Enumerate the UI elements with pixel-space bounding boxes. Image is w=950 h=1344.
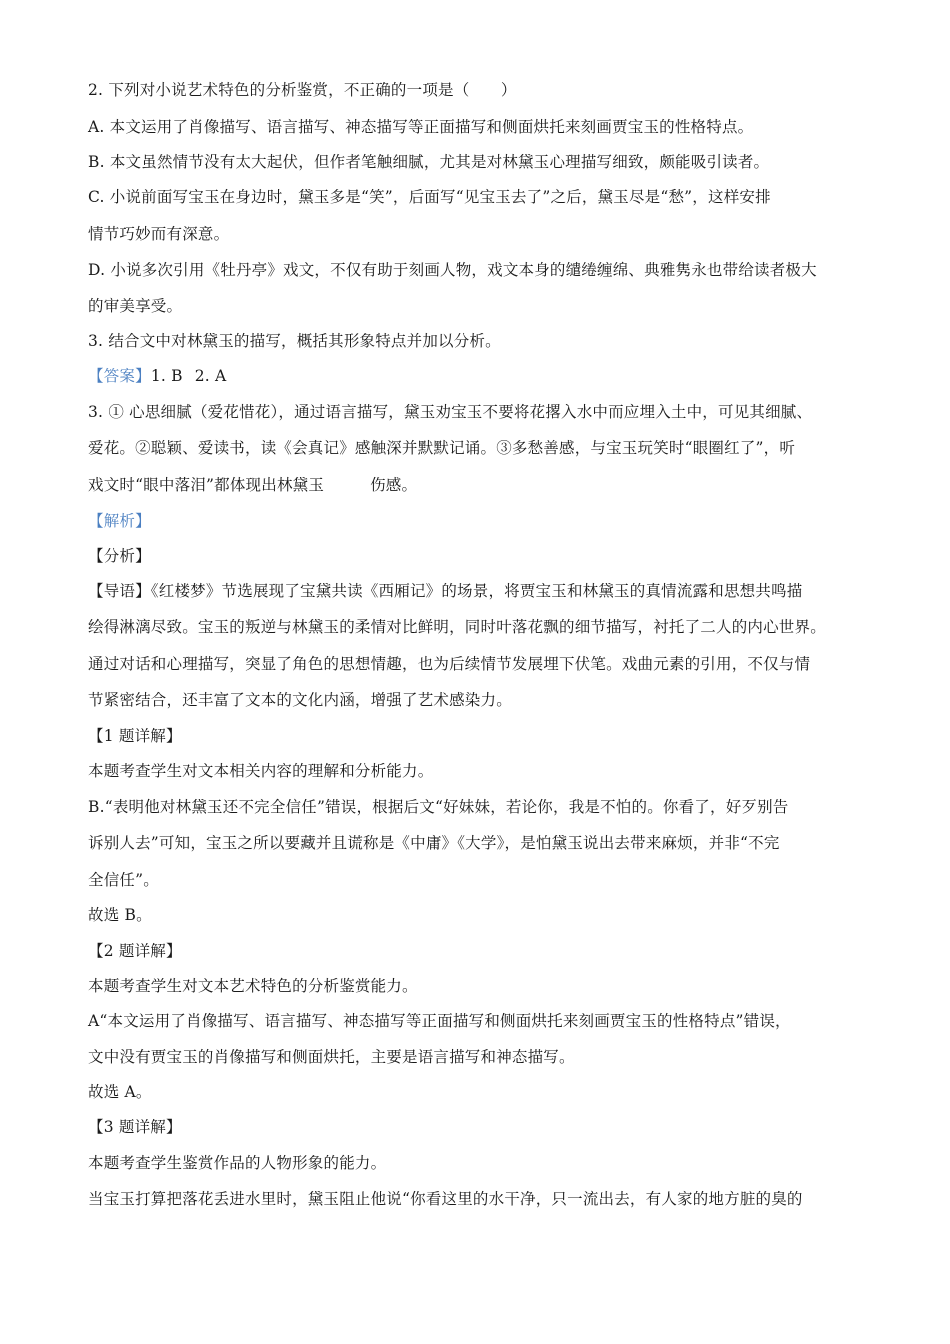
answer-2: 2. A bbox=[194, 367, 227, 385]
analysis-tag: 【解析】 bbox=[88, 512, 151, 530]
question-2-option-a: A. 本文运用了肖像描写、语言描写、神态描写等正面描写和侧面烘托来刻画贾宝玉的性格特点。 bbox=[88, 118, 754, 136]
answer-tag: 【答案】 bbox=[88, 367, 151, 385]
question-2-option-d-line-1: D. 小说多次引用《牡丹亭》戏文，不仅有助于刻画人物，戏文本身的缱绻缠绵、典雅隽永也带给读者极大 bbox=[88, 261, 817, 279]
answer-3-line-3 bbox=[88, 474, 417, 496]
question-2-option-d-line-2: 的审美享受。 bbox=[88, 297, 183, 315]
question-1-detail-line-2: B.“表明他对林黛玉还不完全信任”错误，根据后文“好妹妹，若论你，我是不怕的。你看了，好歹别告 bbox=[88, 798, 789, 816]
question-2-stem: 2. 下列对小说艺术特色的分析鉴赏，不正确的一项是（ ） bbox=[88, 81, 517, 99]
question-1-detail-line-4: 全信任”。 bbox=[88, 871, 159, 889]
question-3-detail-line-2: 当宝玉打算把落花丢进水里时，黛玉阻止他说“你看这里的水干净，只一流出去，有人家的地方脏的臭的 bbox=[88, 1190, 803, 1208]
intro-line-4: 节紧密结合，还丰富了文本的文化内涵，增强了艺术感染力。 bbox=[88, 691, 512, 709]
analysis-label: 【分析】 bbox=[88, 547, 151, 565]
intro-line-2: 绘得淋漓尽致。宝玉的叛逆与林黛玉的柔情对比鲜明，同时叶落花飘的细节描写，衬托了二人的内心世界。 bbox=[88, 618, 826, 636]
answer-line bbox=[88, 365, 226, 387]
question-3-detail-label: 【3 题详解】 bbox=[88, 1118, 182, 1136]
question-3-stem: 3. 结合文中对林黛玉的描写，概括其形象特点并加以分析。 bbox=[88, 332, 501, 350]
question-2-detail-line-1: 本题考查学生对文本艺术特色的分析鉴赏能力。 bbox=[88, 977, 418, 995]
question-2-detail-line-2: A“本文运用了肖像描写、语言描写、神态描写等正面描写和侧面烘托来刻画贾宝玉的性格特点”错误， bbox=[88, 1012, 791, 1030]
question-2-option-c-line-1: C. 小说前面写宝玉在身边时，黛玉多是“笑”，后面写“见宝玉去了”之后，黛玉尽是“愁”，这样安排 bbox=[88, 188, 771, 206]
answer-3-line-2: 爱花。②聪颖、爱读书，读《会真记》感触深并默默记诵。③多愁善感，与宝玉玩笑时“眼圈红了”，听 bbox=[88, 439, 796, 457]
answer-1: 1. B bbox=[150, 367, 183, 385]
intro-line-3: 通过对话和心理描写，突显了角色的思想情趣，也为后续情节发展埋下伏笔。戏曲元素的引用，不仅与情 bbox=[88, 655, 811, 673]
intro-line-1: 【导语】《红楼梦》节选展现了宝黛共读《西厢记》的场景，将贾宝玉和林黛玉的真情流露和思想共鸣描 bbox=[88, 582, 803, 600]
question-1-choice: 故选 B。 bbox=[88, 906, 152, 924]
question-2-choice: 故选 A。 bbox=[88, 1083, 152, 1101]
question-2-option-b: B. 本文虽然情节没有太大起伏，但作者笔触细腻，尤其是对林黛玉心理描写细致，颇能吸引读者。 bbox=[88, 153, 770, 171]
question-2-detail-label: 【2 题详解】 bbox=[88, 942, 182, 960]
question-2-detail-line-3: 文中没有贾宝玉的肖像描写和侧面烘托，主要是语言描写和神态描写。 bbox=[88, 1048, 575, 1066]
answer-3-line-1: 3. ① 心思细腻（爱花惜花），通过语言描写，黛玉劝宝玉不要将花撂入水中而应埋入土中，可见其细腻、 bbox=[88, 403, 813, 421]
answer-3-line-3-start: 戏文时“眼中落泪”都体现出林黛玉 bbox=[88, 476, 325, 494]
answer-3-line-3-end: 伤感。 bbox=[370, 476, 418, 494]
question-3-detail-line-1: 本题考查学生鉴赏作品的人物形象的能力。 bbox=[88, 1154, 387, 1172]
question-1-detail-line-1: 本题考查学生对文本相关内容的理解和分析能力。 bbox=[88, 762, 434, 780]
question-2-option-c-line-2: 情节巧妙而有深意。 bbox=[88, 225, 230, 243]
question-1-detail-label: 【1 题详解】 bbox=[88, 727, 182, 745]
question-1-detail-line-3: 诉别人去”可知，宝玉之所以要藏并且谎称是《中庸》《大学》，是怕黛玉说出去带来麻烦，并非“不完 bbox=[88, 834, 780, 852]
